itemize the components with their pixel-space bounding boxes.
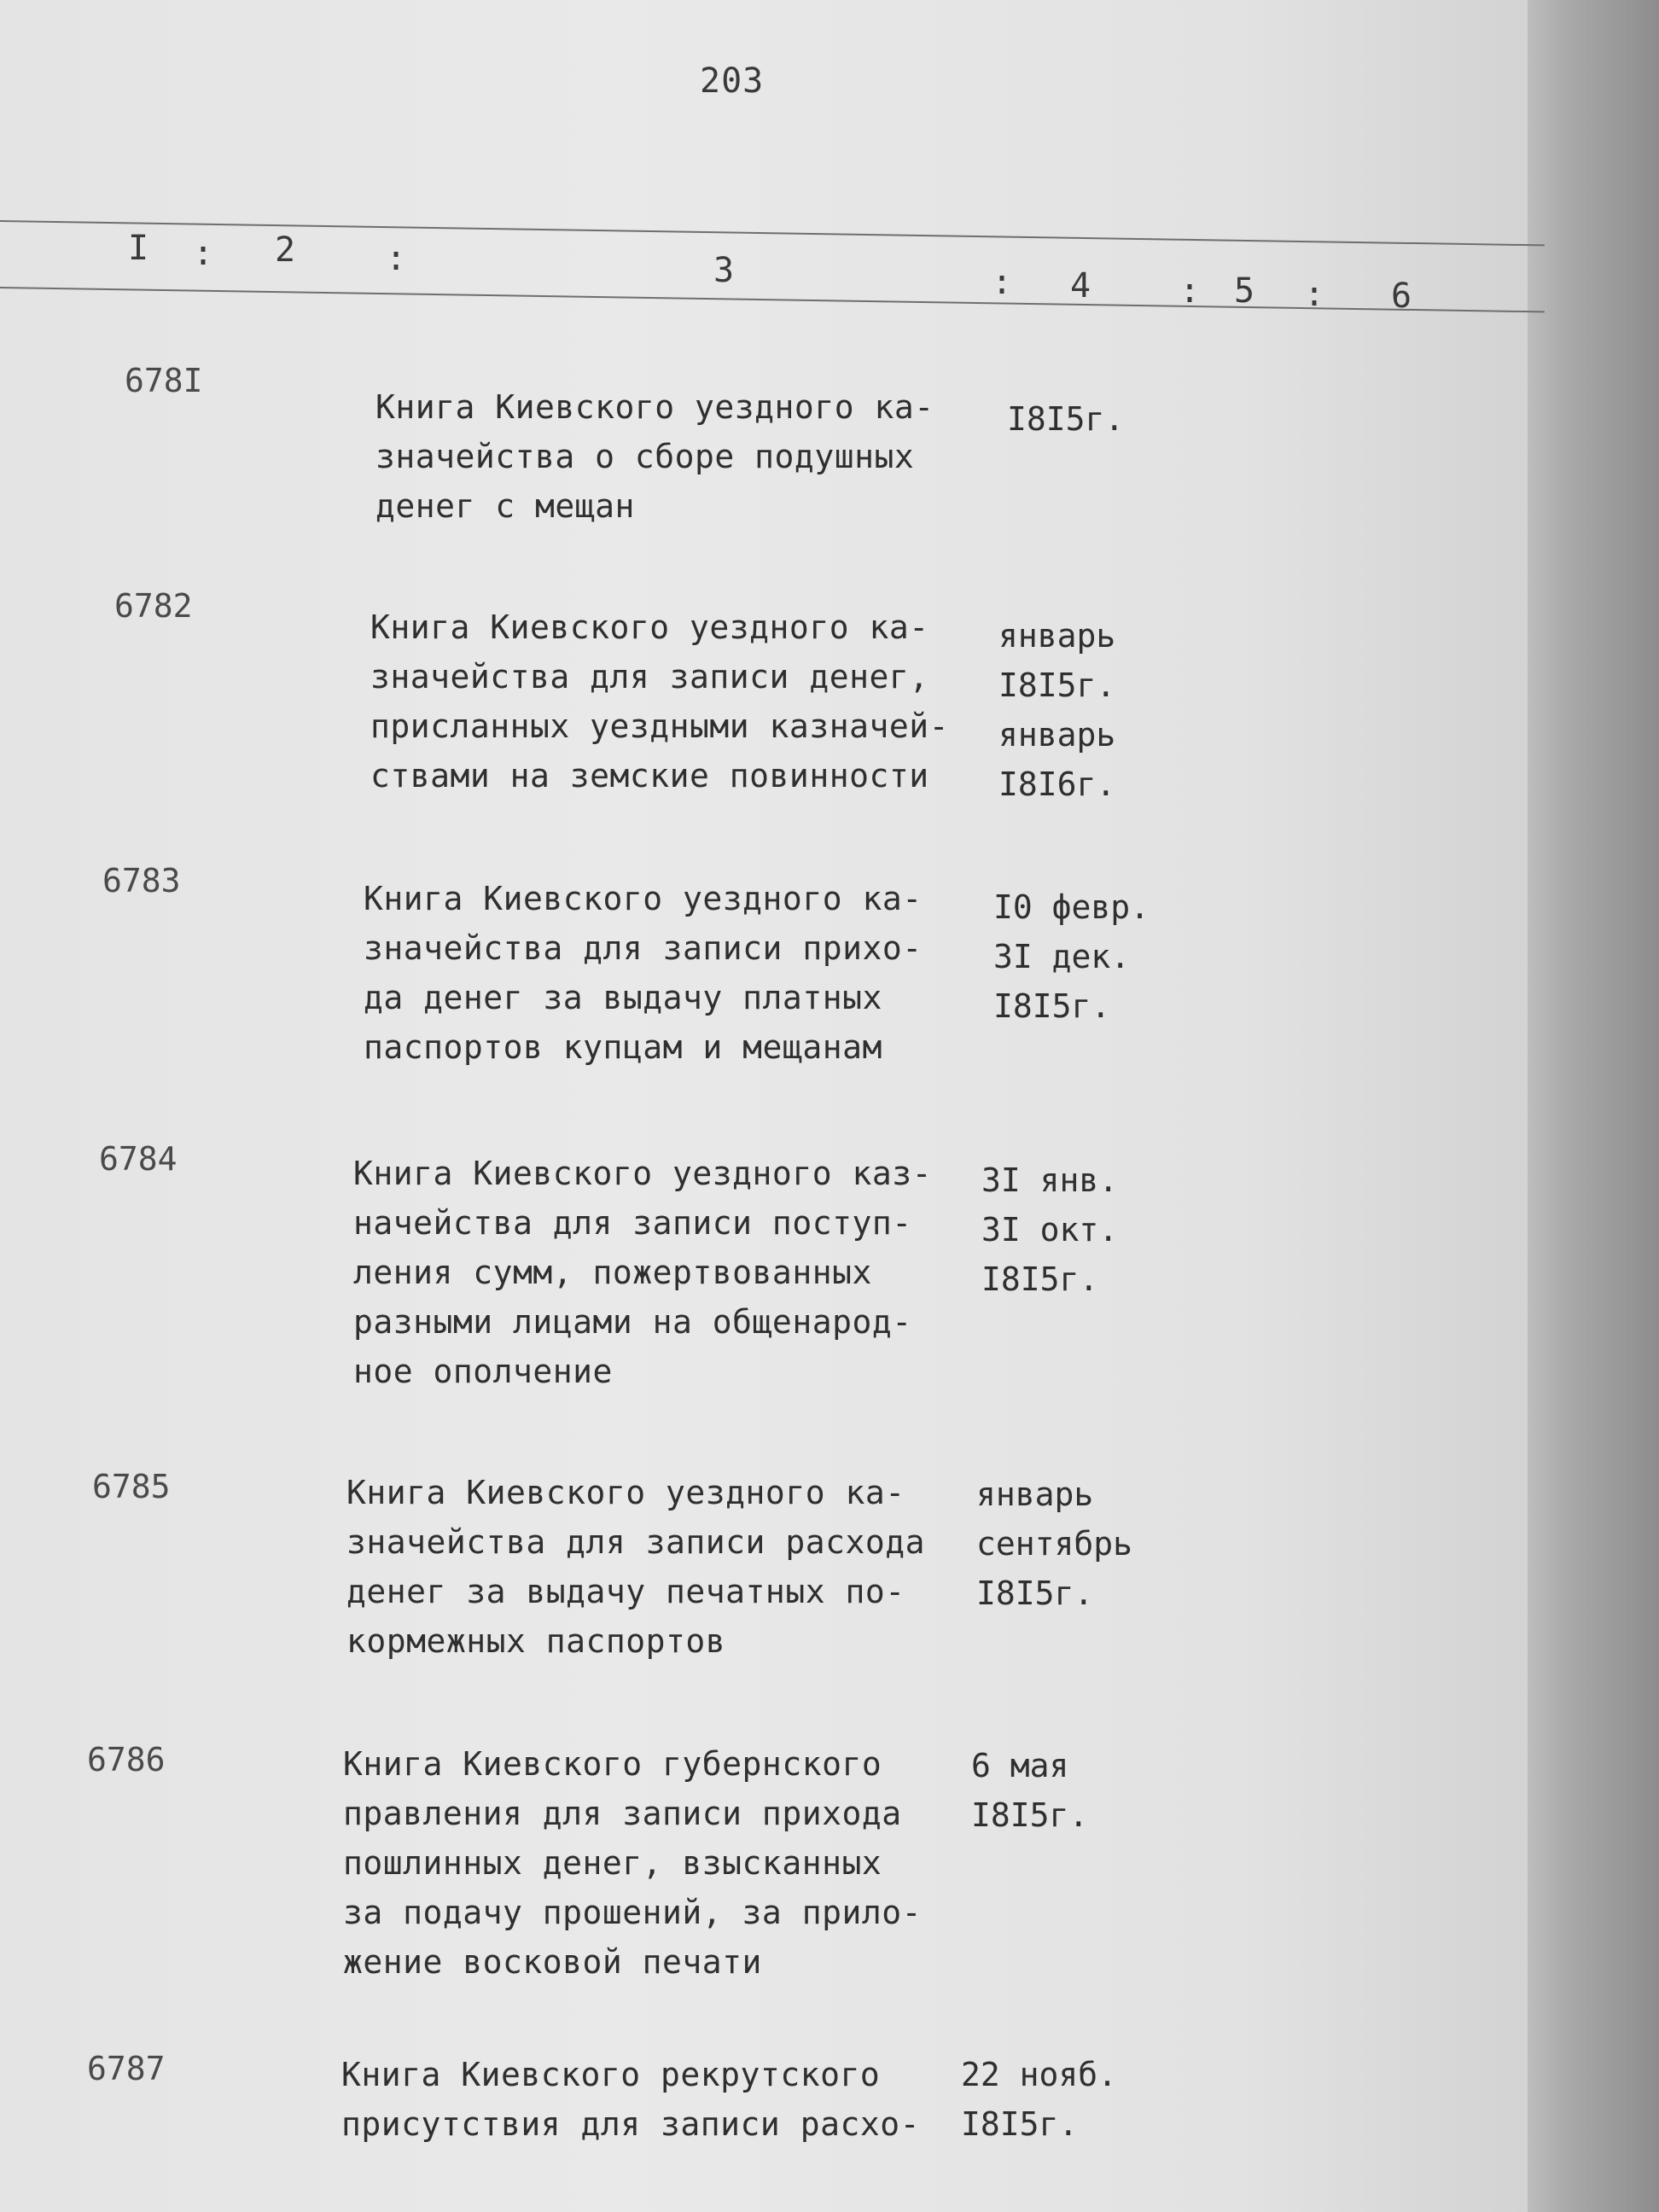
entry-description: Книга Киевского уездного ка- значейства для записи денег, присланных уездными казначей- ствами на земские повинности (370, 608, 949, 795)
column-header-1: I (128, 229, 149, 268)
column-header-5: 5 (1234, 271, 1255, 311)
entry-number: 6787 (87, 2050, 166, 2087)
entry-date: 6 мая I8I5г. (971, 1747, 1089, 1834)
entry-number: 6783 (102, 862, 181, 899)
page-number: 203 (700, 61, 765, 101)
column-separator: : (386, 239, 407, 278)
entry-date: 22 нояб. I8I5г. (961, 2056, 1118, 2143)
entry-number: 6784 (99, 1140, 178, 1178)
entry-date: I0 февр. 3I дек. I8I5г. (993, 888, 1150, 1025)
column-header-2: 2 (275, 230, 296, 270)
column-header-3: 3 (713, 251, 735, 290)
entry-number: 678I (125, 362, 203, 399)
entry-number: 6785 (92, 1468, 171, 1505)
entry-date: 3I янв. 3I окт. I8I5г. (981, 1161, 1119, 1298)
entry-date: I8I5г. (1007, 400, 1125, 438)
column-separator: : (1304, 275, 1325, 314)
entry-description: Книга Киевского рекрутского присутствия для записи расхо- (341, 2056, 920, 2143)
entry-description: Книга Киевского уездного ка- значейства для записи прихо- да денег за выдачу платных паспортов купцам и мещанам (364, 880, 923, 1066)
page-edge (1528, 0, 1659, 2212)
entry-date: январь сентябрь I8I5г. (976, 1476, 1133, 1612)
entry-number: 6786 (87, 1741, 166, 1778)
column-separator: : (992, 263, 1013, 302)
entry-description: Книга Киевского губернского правления для записи прихода пошлинных денег, взысканных за подачу прошений, за прило- жение восковой печати (343, 1745, 922, 1981)
column-header-6: 6 (1391, 276, 1412, 316)
entry-description: Книга Киевского уездного ка- значейства о сборе подушных денег с мещан (375, 388, 934, 525)
column-header-4: 4 (1070, 266, 1091, 306)
entry-description: Книга Киевского уездного ка- значейства для записи расхода денег за выдачу печатных по- кормежных паспортов (346, 1474, 925, 1660)
entry-date: январь I8I5г. январь I8I6г. (998, 617, 1116, 803)
column-separator: : (1179, 271, 1201, 311)
column-separator: : (193, 234, 214, 273)
entry-description: Книга Киевского уездного каз- начейства для записи поступ- ления сумм, пожертвованных разными лицами на общенарод- ное ополчение (353, 1155, 932, 1390)
entry-number: 6782 (114, 587, 193, 625)
